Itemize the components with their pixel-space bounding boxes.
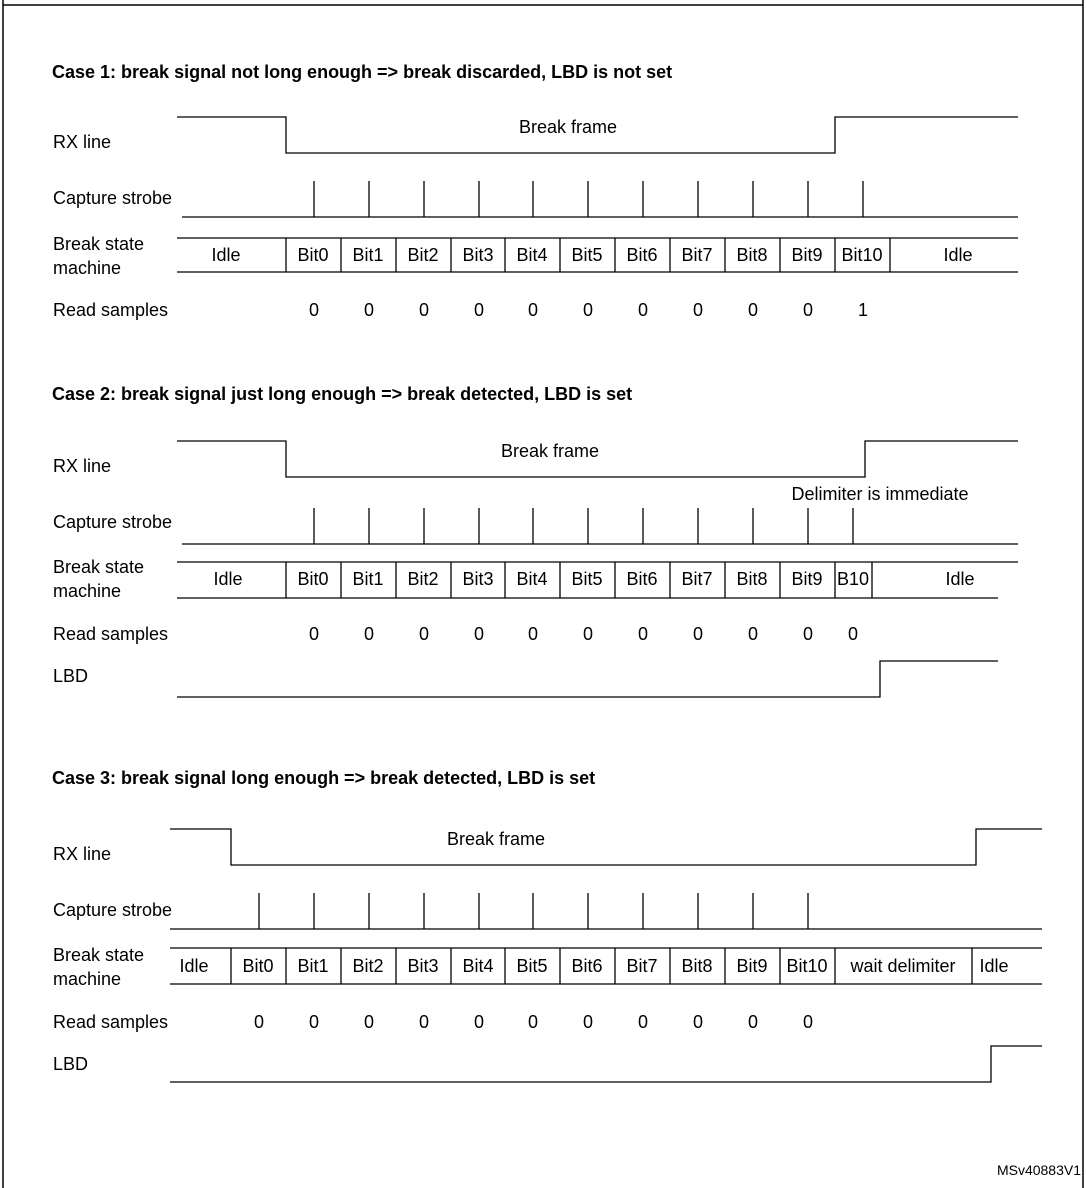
case-2-capture-strobe-label: Capture strobe xyxy=(53,512,173,532)
sample-value: 0 xyxy=(802,300,814,320)
sample-value: 0 xyxy=(747,300,759,320)
case-1-state-row xyxy=(177,238,1018,272)
case-2-strobe-ticks xyxy=(182,508,1018,544)
case-3-samples xyxy=(254,1012,813,1032)
state-cell: Bit6 xyxy=(571,956,603,976)
sample-value: 0 xyxy=(473,300,485,320)
sample-value: 0 xyxy=(308,300,320,320)
state-cell: Bit5 xyxy=(516,956,548,976)
sample-value: 0 xyxy=(253,1012,265,1032)
state-cell: Bit1 xyxy=(297,956,329,976)
state-cell: Bit8 xyxy=(736,245,768,265)
sample-value: 0 xyxy=(363,624,375,644)
state-cell: Bit0 xyxy=(297,569,329,589)
state-cell: Bit9 xyxy=(736,956,768,976)
case-2-section xyxy=(52,384,1018,697)
case-1-rx-line-label: RX line xyxy=(53,132,112,152)
state-cell: Bit3 xyxy=(462,245,494,265)
sample-value: 0 xyxy=(692,1012,704,1032)
sample-value: 0 xyxy=(847,624,859,644)
state-cell: Bit9 xyxy=(791,569,823,589)
sample-value: 0 xyxy=(473,624,485,644)
case-1-read-samples-label: Read samples xyxy=(53,300,169,320)
case-3-state-row xyxy=(170,948,1042,984)
case-2-state-machine-label-2: machine xyxy=(53,581,122,601)
case-3-lbd-label: LBD xyxy=(53,1054,89,1074)
state-cell: Bit9 xyxy=(791,245,823,265)
case-2-delimiter-note: Delimiter is immediate xyxy=(791,484,969,504)
case-1-strobe-ticks xyxy=(182,181,1018,217)
sample-value: 0 xyxy=(802,1012,814,1032)
sample-value: 0 xyxy=(473,1012,485,1032)
sample-value: 0 xyxy=(418,624,430,644)
sample-value: 0 xyxy=(527,300,539,320)
case-3-title: Case 3: break signal long enough => break detected, LBD is set xyxy=(52,768,596,788)
case-1-state-machine-label-2: machine xyxy=(53,258,122,278)
sample-value: 0 xyxy=(637,300,649,320)
sample-value: 0 xyxy=(308,1012,320,1032)
case-2-break-frame-label: Break frame xyxy=(500,441,600,461)
state-cell: Bit0 xyxy=(297,245,329,265)
state-cell: Idle xyxy=(179,956,209,976)
sample-value: 0 xyxy=(582,624,594,644)
state-cell: Bit1 xyxy=(352,245,384,265)
state-cell: Idle xyxy=(979,956,1009,976)
sample-value: 0 xyxy=(363,1012,375,1032)
case-1-section xyxy=(52,62,1018,320)
state-cell: Idle xyxy=(943,245,973,265)
state-cell: Bit4 xyxy=(516,569,548,589)
state-cell: Bit6 xyxy=(626,245,658,265)
sample-value: 0 xyxy=(637,1012,649,1032)
sample-value: 0 xyxy=(747,624,759,644)
state-cell: Bit5 xyxy=(571,245,603,265)
sample-value: 0 xyxy=(692,300,704,320)
case-1-samples xyxy=(309,300,868,320)
state-cell: Bit5 xyxy=(571,569,603,589)
sample-value: 0 xyxy=(582,300,594,320)
state-cell: Bit10 xyxy=(786,956,828,976)
sample-value: 0 xyxy=(363,300,375,320)
figure-frame xyxy=(3,0,1083,1188)
state-cell: Idle xyxy=(213,569,243,589)
case-2-read-samples-label: Read samples xyxy=(53,624,169,644)
case-3-read-samples-label: Read samples xyxy=(53,1012,169,1032)
case-1-title: Case 1: break signal not long enough => break discarded, LBD is not set xyxy=(52,62,673,82)
case-3-state-machine-label-1: Break state xyxy=(53,945,145,965)
state-cell: Bit8 xyxy=(681,956,713,976)
case-3-section xyxy=(52,768,1042,1082)
case-3-rx-waveform xyxy=(170,829,1042,865)
state-cell: Bit2 xyxy=(407,569,439,589)
case-2-state-row xyxy=(177,562,1018,598)
sample-value: 0 xyxy=(747,1012,759,1032)
state-cell: Bit6 xyxy=(626,569,658,589)
sample-value: 0 xyxy=(527,1012,539,1032)
state-cell: Bit7 xyxy=(681,245,713,265)
state-cell: wait delimiter xyxy=(850,956,956,976)
case-2-state-machine-label-1: Break state xyxy=(53,557,145,577)
case-2-title: Case 2: break signal just long enough => break detected, LBD is set xyxy=(52,384,633,404)
sample-value: 0 xyxy=(527,624,539,644)
state-cell: Bit3 xyxy=(462,569,494,589)
sample-value: 0 xyxy=(418,1012,430,1032)
state-cell: B10 xyxy=(836,569,870,589)
case-3-state-machine-label-2: machine xyxy=(53,969,122,989)
state-cell: Bit4 xyxy=(462,956,494,976)
case-3-lbd-waveform xyxy=(170,1046,1042,1082)
case-3-break-frame-label: Break frame xyxy=(446,829,546,849)
case-2-rx-line-label: RX line xyxy=(53,456,112,476)
case-1-capture-strobe-label: Capture strobe xyxy=(53,188,173,208)
sample-value: 0 xyxy=(692,624,704,644)
state-cell: Bit10 xyxy=(841,245,883,265)
case-3-capture-strobe-label: Capture strobe xyxy=(53,900,173,920)
sample-value: 0 xyxy=(637,624,649,644)
sample-value: 0 xyxy=(802,624,814,644)
state-cell: Bit2 xyxy=(352,956,384,976)
state-cell: Bit7 xyxy=(681,569,713,589)
state-cell: Bit8 xyxy=(736,569,768,589)
case-3-rx-line-label: RX line xyxy=(53,844,112,864)
case-1-break-frame-label: Break frame xyxy=(518,117,618,137)
state-cell: Bit7 xyxy=(626,956,658,976)
state-cell: Bit4 xyxy=(516,245,548,265)
sample-value: 0 xyxy=(418,300,430,320)
state-cell: Bit1 xyxy=(352,569,384,589)
case-3-strobe-ticks xyxy=(170,893,1042,929)
state-cell: Idle xyxy=(945,569,975,589)
figure-reference: MSv40883V1 xyxy=(996,1162,1081,1178)
sample-value: 1 xyxy=(857,300,869,320)
state-cell: Idle xyxy=(211,245,241,265)
case-2-lbd-waveform xyxy=(177,661,998,697)
sample-value: 0 xyxy=(582,1012,594,1032)
state-cell: Bit3 xyxy=(407,956,439,976)
case-2-lbd-label: LBD xyxy=(53,666,89,686)
case-1-state-machine-label-1: Break state xyxy=(53,234,145,254)
sample-value: 0 xyxy=(308,624,320,644)
case-2-samples xyxy=(309,624,858,644)
state-cell: Bit0 xyxy=(242,956,274,976)
state-cell: Bit2 xyxy=(407,245,439,265)
